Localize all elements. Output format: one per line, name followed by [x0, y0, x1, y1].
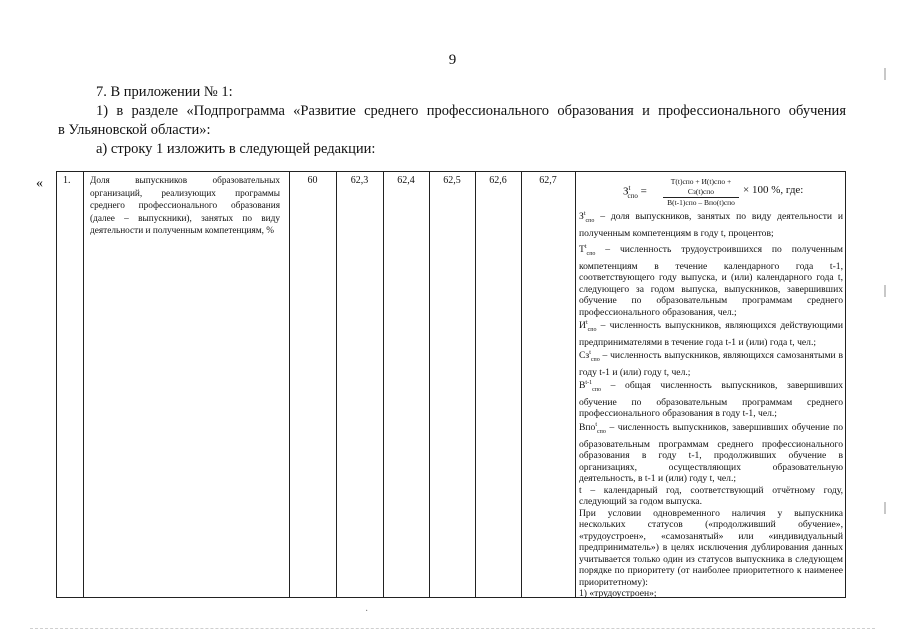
value-cell: 60 — [307, 175, 318, 186]
value-cell: 62,7 — [539, 175, 557, 186]
page-number: 9 — [448, 52, 457, 68]
scan-mark — [884, 285, 886, 297]
value-cell: 62,6 — [489, 175, 507, 186]
indicator-name: Доля выпускников образовательных организаций, реализующих программы среднего профессионального образования (далее – выпускники), занятых по виду деятельности и полученным компетенциям, % — [90, 176, 280, 236]
definition-item: $Сз^t_{спо}$ – численность выпускников, являющихся самозанятыми в году t-1 и (или) году t, чел.; — [579, 350, 843, 378]
amendment-subsection-cont: в Ульяновской области»: — [58, 122, 211, 138]
col-divider — [83, 172, 84, 597]
amendment-subsection: 1) в разделе «Подпрограмма «Развитие среднего профессионального образования и профессионального обучения — [96, 103, 846, 119]
calculation-formula — [577, 174, 845, 210]
definition-item: При условии одновременного наличия у выпускника нескольких статусов («продолживший обучение», «трудоустроен», «самозанятый» или «индивидуальный предприниматель») в целях исключения дублирования данных учитывается только один из статусов выпускника в следующем порядке по приоритету (от наиболее приоритетного к наименее приоритетному): — [579, 507, 843, 588]
col-divider — [289, 172, 290, 597]
col-divider — [336, 172, 337, 597]
amendment-instruction: а) строку 1 изложить в следующей редакции: — [96, 141, 376, 157]
definition-item: Впо$^t_{спо}$ – численность выпускников, завершивших обучение по образовательным программам среднего профессионального образования в году t-1, продолживших обучение в организациях, осуществляющих образовательную деятельность, в t-1 и (или) году t, чел.; — [579, 421, 843, 485]
col-divider — [521, 172, 522, 597]
col-divider — [429, 172, 430, 597]
definition-item: 1) «трудоустроен»; — [579, 588, 657, 600]
definition-item: $З^t_{спо}$ – доля выпускников, занятых по виду деятельности и полученным компетенциям в году t, процентов; — [579, 211, 843, 239]
row-number: 1. — [63, 175, 71, 186]
definition-item: $В^{t-1}_{спо}$ – общая численность выпускников, завершивших обучение по образовательным программам среднего профессионального образования в году t-1, чел.; — [579, 380, 843, 420]
col-divider — [575, 172, 576, 597]
definition-item: $И^t_{спо}$ – численность выпускников, являющихся действующими предпринимателями в течение года t-1 и (или) года t, чел.; — [579, 320, 843, 348]
definition-item: $Т^t_{спо}$ – численность трудоустроившихся по полученным компетенциям в течение календарного года t-1, соответствующего году выпуска, и (или) календарного года t, следующего за годом выпуска, выпускников, завершивших обучение по образовательным программам среднего профессионального образования, чел.; — [579, 244, 843, 318]
formula-tail: × 100 %, где: — [743, 184, 804, 196]
formula-fraction — [663, 177, 739, 208]
scan-edge — [30, 628, 875, 629]
col-divider — [383, 172, 384, 597]
formula-denominator: В(t-1)спо – Впо(t)спо — [667, 198, 735, 207]
col-divider — [475, 172, 476, 597]
formula-lhs: $З^t_{спо}$ = — [623, 184, 647, 200]
value-cell: 62,4 — [397, 175, 415, 186]
formula-numerator: Т(t)спо + И(t)спо + Сз(t)спо — [663, 177, 739, 198]
value-cell: 62,5 — [443, 175, 461, 186]
scan-mark: · — [365, 606, 369, 617]
definition-item: t – календарный год, соответствующий отчётному году, следующий за годом выпуска. — [579, 484, 843, 508]
open-quote: « — [36, 176, 43, 191]
formula-definitions — [579, 209, 843, 600]
indicator-table — [56, 171, 846, 598]
value-cell: 62,3 — [350, 175, 369, 186]
scan-mark — [884, 502, 886, 514]
scan-mark — [884, 68, 886, 80]
amendment-heading: 7. В приложении № 1: — [96, 84, 233, 100]
